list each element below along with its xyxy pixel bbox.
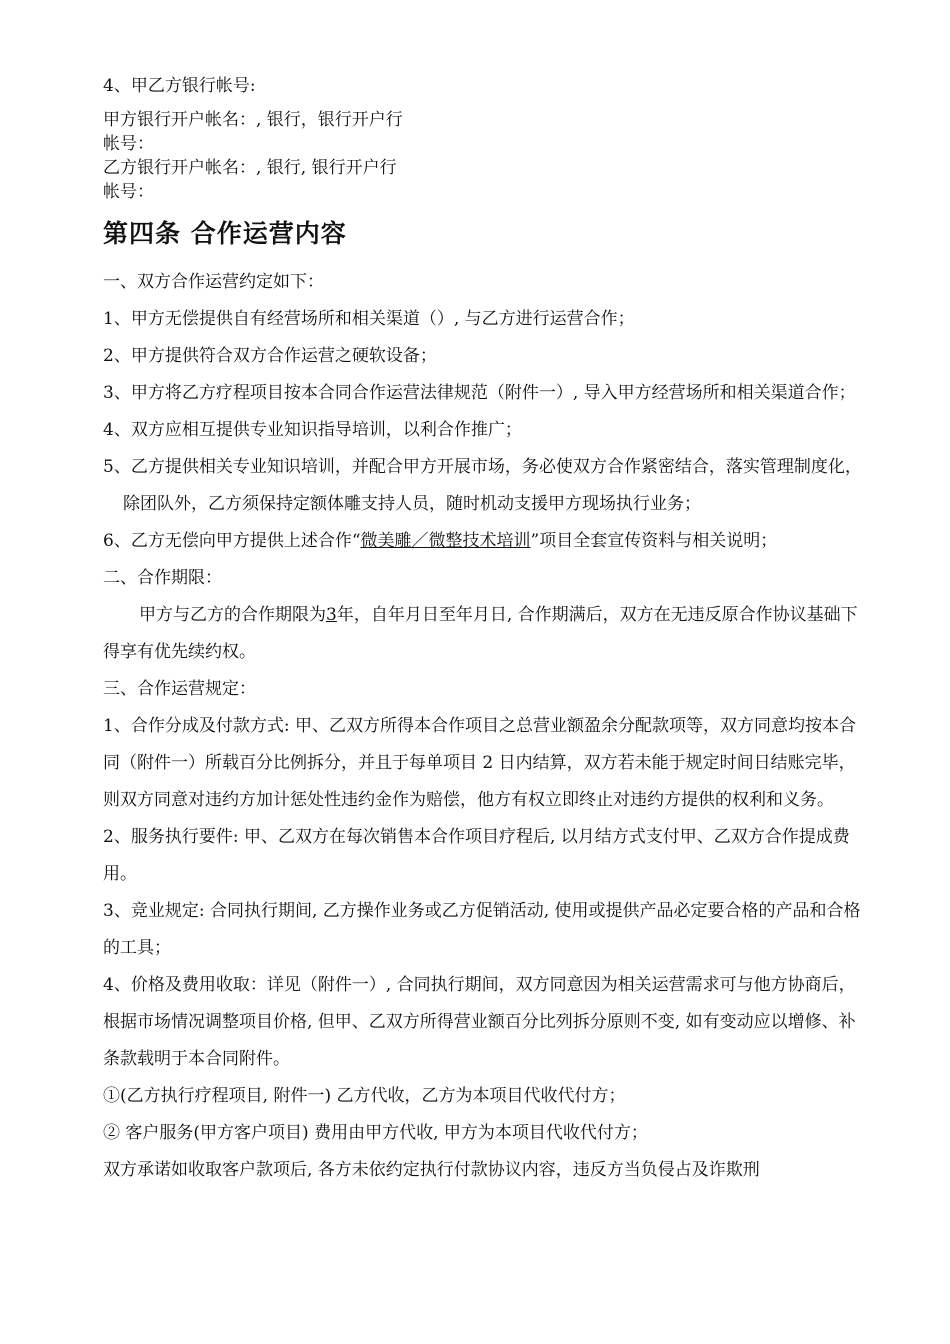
section-1-item-2: 2、甲方提供符合双方合作运营之硬软设备； (103, 346, 437, 366)
section-3-item-3: 3、竞业规定: 合同执行期间, 乙方操作业务或乙方促销活动, 使用或提供产品必定要合格的产品和合格的工具； (103, 901, 861, 958)
party-b-account-number: 帐号： (103, 182, 154, 202)
section-1-item-5: 5、乙方提供相关专业知识培训，并配合甲方开展市场，务必使双方合作紧密结合，落实管理制度化，除团队外，乙方须保持定额体雕支持人员，随时机动支援甲方现场执行业务； (103, 457, 862, 514)
section-3-title: 三、合作运营规定： (103, 679, 256, 699)
section-1-item-4: 4、双方应相互提供专业知识指导培训，以利合作推广； (103, 420, 522, 440)
term-prefix: 甲方与乙方的合作期限为 (139, 605, 326, 625)
section-3-item-2: 2、服务执行要件: 甲、乙双方在每次销售本合作项目疗程后, 以月结方式支付甲、乙双方合作提成费用。 (103, 827, 850, 884)
training-project-name: 微美雕／微整技术培训 (360, 531, 531, 551)
section-3-sub-item-2: ② 客户服务(甲方客户项目) 费用由甲方代收, 甲方为本项目代收代付方； (103, 1123, 648, 1143)
section-1-item-1: 1、甲方无偿提供自有经营场所和相关渠道（）, 与乙方进行运营合作； (103, 309, 635, 329)
item-6-suffix: ”项目全套宣传资料与相关说明； (530, 531, 778, 551)
section-1-item-3: 3、甲方将乙方疗程项目按本合同合作运营法律规范（附件一）, 导入甲方经营场所和相关渠道合作； (103, 383, 856, 403)
party-b-bank-line: 乙方银行开户帐名：, 银行, 银行开户行 (103, 158, 397, 178)
term-suffix: 年，自年月日至年月日, 合作期满后，双方在无违反原合作协议基础下得享有优先续约权。 (103, 605, 858, 662)
section-3-closing: 双方承诺如收取客户款项后, 各方未依约定执行付款协议内容，违反方当负侵占及诈欺刑 (103, 1160, 760, 1180)
section-3-item-4: 4、价格及费用收取：详见（附件一）, 合同执行期间，双方同意因为相关运营需求可与他方协商后，根据市场情况调整项目价格, 但甲、乙双方所得营业额百分比列拆分原则不变, 如有变动应以增修、补条款载明于本合同附件。 (103, 975, 856, 1069)
item-6-prefix: 6、乙方无偿向甲方提供上述合作“ (103, 531, 361, 551)
cooperation-term-paragraph (103, 597, 863, 671)
section-2-title: 二、合作期限： (103, 568, 222, 588)
article-4-heading: 第四条 合作运营内容 (103, 219, 347, 248)
party-a-bank-line: 甲方银行开户帐名：, 银行，银行开户行 (103, 110, 403, 130)
term-years: 3 (326, 605, 337, 625)
document-page (103, 72, 863, 1189)
party-a-account-number: 帐号： (103, 134, 154, 154)
section-1-item-6 (103, 523, 863, 560)
bank-account-title: 4、甲乙方银行帐号: (103, 76, 256, 96)
section-1-title: 一、双方合作运营约定如下： (103, 272, 324, 292)
section-3-sub-item-1: ①(乙方执行疗程项目, 附件一) 乙方代收，乙方为本项目代收代付方； (103, 1086, 626, 1106)
section-3-item-1: 1、合作分成及付款方式: 甲、乙双方所得本合作项目之总营业额盈余分配款项等，双方同意均按本合同（附件一）所载百分比例拆分，并且于每单项目 2 日内结算，双方若未能于规定时间日结账完毕，则双方同意对违约方加计惩处性违约金作为赔偿，他方有权立即终止对违约方提供的权利和义务。 (103, 716, 856, 810)
